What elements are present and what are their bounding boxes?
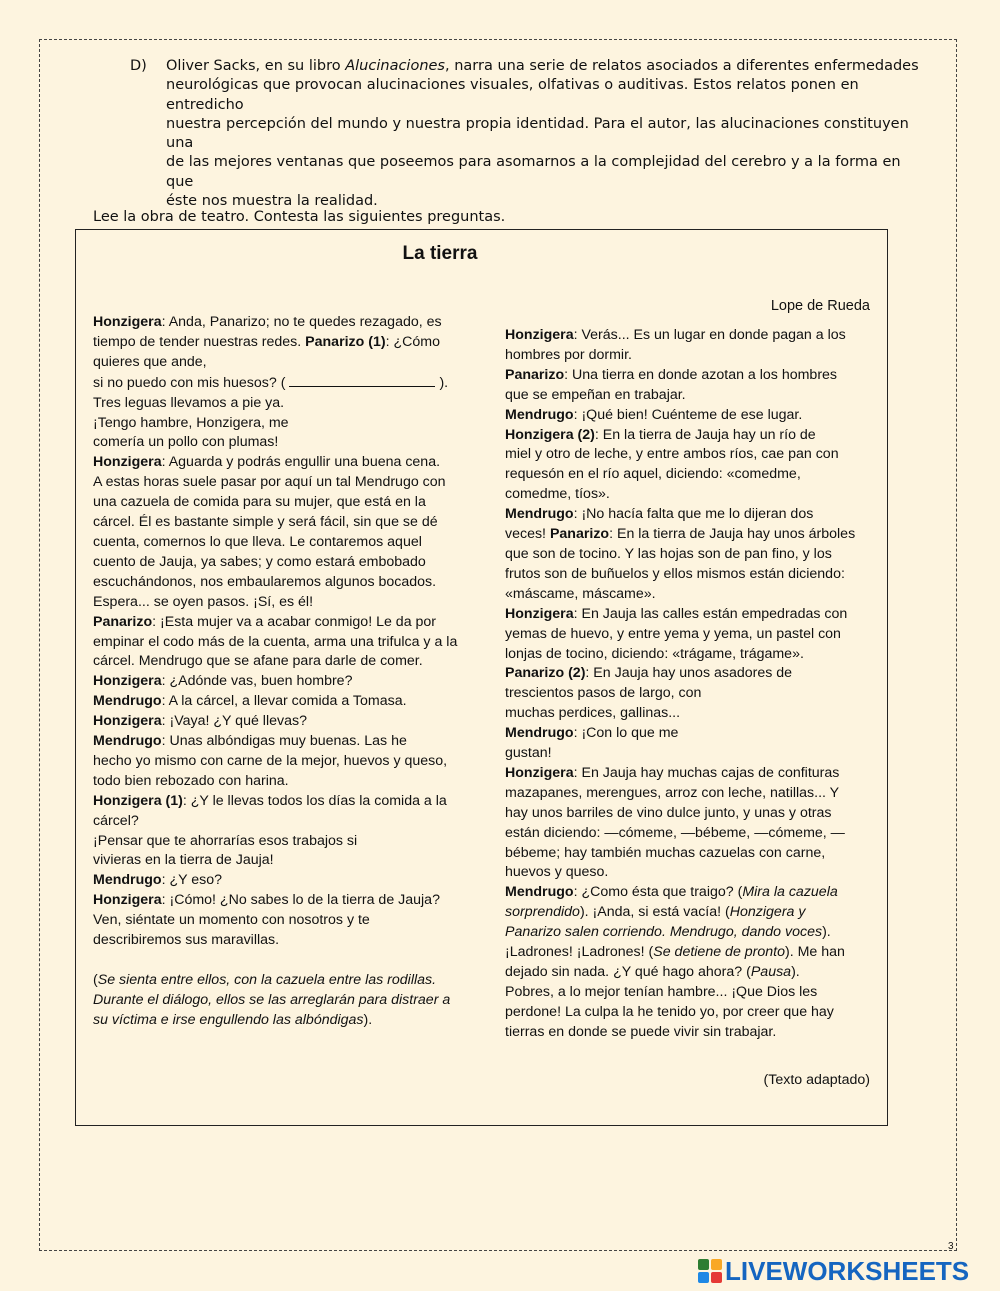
dialogue: mazapanes, merengues, arroz con leche, natillas... Y — [505, 784, 840, 801]
dialogue: describiremos sus maravillas. — [93, 932, 280, 949]
dialogue: gustan! — [505, 745, 552, 762]
speaker: Panarizo — [93, 613, 153, 630]
logo-text: LIVEWORKSHEETS — [725, 1255, 970, 1286]
dialogue: cárcel? — [93, 812, 139, 829]
speaker: Honzigera — [93, 892, 162, 909]
speaker: Honzigera (2) — [505, 426, 595, 443]
item-d-line: de las mejores ventanas que poseemos para asomarnos a la complejidad del cerebro y a la forma en que — [166, 154, 901, 190]
dialogue: ¡Pensar que te ahorrarías esos trabajos si — [93, 832, 358, 849]
dialogue: una cazuela de comida para su mujer, que está en la — [93, 494, 426, 511]
speaker: Honzigera — [93, 673, 162, 690]
dialogue: Tres leguas llevamos a pie ya. — [93, 394, 285, 411]
dialogue: requesón en el río aquel, diciendo: «comedme, — [505, 466, 801, 483]
item-d-text — [166, 57, 920, 211]
dialogue: vivieras en la tierra de Jauja! — [93, 852, 274, 869]
item-d-line: neurológicas que provocan alucinaciones visuales, olfativas o auditivas. Estos relatos ponen en entredicho — [166, 77, 859, 113]
dialogue: : En la tierra de Jauja hay un río de — [594, 426, 816, 443]
speaker: Panarizo — [549, 526, 610, 543]
dialogue: «máscame, máscame». — [505, 585, 656, 602]
stage-direction: Se detiene de pronto — [653, 944, 785, 961]
dialogue: ). Me han — [785, 944, 845, 961]
speaker: Mendrugo — [505, 884, 574, 901]
dialogue: : En Jauja las calles están empedradas con — [573, 605, 848, 622]
dialogue: ). — [439, 374, 449, 391]
speaker: Honzigera — [505, 764, 574, 781]
dialogue: cuenta, comernos lo que lleva. Le contaremos aquel — [93, 533, 422, 550]
dialogue: : Aguarda y podrás engullir una buena cena. — [161, 454, 441, 471]
dialogue: escuchándonos, nos embaularemos algunos bocados. — [93, 573, 437, 590]
dialogue: miel y otro de leche, y entre ambos ríos, cae pan con — [505, 446, 839, 463]
dialogue: todo bien rebozado con harina. — [93, 772, 289, 789]
speaker: Honzigera — [93, 454, 162, 471]
item-letter: D) — [130, 58, 147, 74]
page-number: 3 — [948, 1241, 954, 1252]
dialogue: empinar el codo más de la cuenta, arma una trifulca y a la — [93, 633, 458, 650]
dialogue: quieres que ande, — [93, 353, 207, 370]
dialogue: A estas horas suele pasar por aquí un tal Mendrugo con — [93, 474, 446, 491]
speaker: Panarizo (1) — [305, 333, 386, 350]
dialogue: : ¡No hacía falta que me lo dijeran dos — [573, 506, 814, 523]
play-author: Lope de Rueda — [770, 298, 870, 314]
dialogue: : Una tierra en donde azotan a los hombres — [564, 366, 838, 383]
dialogue: frutos son de buñuelos y ellos mismos están diciendo: — [505, 565, 845, 582]
item-d-line: éste nos muestra la realidad. — [166, 193, 378, 210]
dialogue: cárcel. Él es bastante simple y será fácil, sin que se dé — [93, 514, 438, 531]
speaker: Mendrugo — [93, 872, 162, 889]
dialogue: huevos y queso. — [505, 864, 609, 881]
dialogue: si no puedo con mis huesos? ( — [93, 374, 286, 391]
speaker: Mendrugo — [505, 506, 574, 523]
logo-tiles-icon — [698, 1259, 722, 1283]
stage-direction: Panarizo salen corriendo. Mendrugo, dando voces — [505, 924, 823, 941]
dialogue: hombres por dormir. — [505, 346, 632, 363]
book-title: Alucinaciones — [345, 58, 445, 74]
right-column — [505, 326, 870, 1043]
dialogue: están diciendo: —cómeme, —bébeme, —cómeme, — — [505, 824, 845, 841]
play-title: La tierra — [402, 243, 478, 264]
speaker: Honzigera — [93, 314, 162, 330]
speaker: Mendrugo — [505, 725, 574, 742]
dialogue: ¡Ladrones! ¡Ladrones! ( — [505, 944, 654, 961]
stage-direction: su víctima e irse engullendo las albóndigas — [93, 1011, 364, 1028]
liveworksheets-logo — [698, 1256, 969, 1286]
instruction: Lee la obra de teatro. Contesta las siguientes preguntas. — [93, 209, 506, 225]
source-note: (Texto adaptado) — [763, 1072, 870, 1088]
dialogue: : En Jauja hay muchas cajas de confituras — [573, 764, 840, 781]
dialogue: : ¡Vaya! ¿Y qué llevas? — [161, 713, 307, 730]
dialogue: ). ¡Anda, si está vacía! ( — [579, 904, 730, 921]
dialogue: bébeme; hay también muchas cazuelas con carne, — [505, 844, 826, 861]
dialogue: dejado sin nada. ¿Y qué hago ahora? ( — [505, 964, 751, 980]
dialogue: veces! — [505, 526, 550, 543]
dialogue: ). — [822, 924, 831, 941]
speaker: Honzigera — [505, 605, 574, 622]
stage-direction: Honzigera y — [729, 904, 806, 921]
stage-direction: Durante el diálogo, ellos se las arreglarán para distraer a — [93, 991, 451, 1008]
dialogue: muchas perdices, gallinas... — [505, 705, 681, 722]
dialogue: : ¡Con lo que me — [573, 725, 679, 742]
stage-direction: Mira la cazuela — [742, 884, 838, 901]
dialogue: Ven, siéntate un momento con nosotros y te — [93, 912, 370, 929]
speaker: Honzigera — [93, 713, 162, 730]
dialogue: cuento de Jauja, ya sabes; y como estará embobado — [93, 553, 426, 570]
stage-direction: sorprendido — [505, 904, 580, 921]
answer-blank[interactable] — [289, 373, 435, 387]
stage-direction: ( — [93, 971, 98, 988]
stage-direction: Pausa — [750, 964, 792, 980]
dialogue: : Verás... Es un lugar en donde pagan a los — [573, 327, 846, 343]
dialogue: : ¡Qué bien! Cuénteme de ese lugar. — [573, 406, 803, 423]
speaker: Honzigera (1) — [93, 792, 183, 809]
dialogue: : ¿Como ésta que traigo? ( — [573, 884, 743, 901]
dialogue: : ¿Y le llevas todos los días la comida a la — [182, 792, 447, 809]
dialogue: : ¿Cómo — [385, 333, 440, 350]
dialogue: lonjas de tocino, diciendo: «trágame, trágame». — [505, 645, 804, 662]
dialogue: Espera... se oyen pasos. ¡Sí, es él! — [93, 593, 314, 610]
dialogue: Pobres, a lo mejor tenían hambre... ¡Que Dios les — [505, 983, 818, 1000]
dialogue: : En Jauja hay unos asadores de — [585, 665, 793, 682]
stage-direction: ). — [363, 1011, 373, 1028]
item-d — [130, 57, 920, 211]
dialogue: tiempo de tender nuestras redes. — [93, 333, 306, 350]
dialogue: perdone! La culpa la he tenido yo, por creer que hay — [505, 1003, 834, 1020]
dialogue: comería un pollo con plumas! — [93, 434, 279, 451]
item-d-text-part: Oliver Sacks, en su libro — [166, 58, 346, 74]
stage-direction: Se sienta entre ellos, con la cazuela entre las rodillas. — [97, 971, 437, 988]
dialogue: hecho yo mismo con carne de la mejor, huevos y queso, — [93, 752, 448, 769]
left-column — [93, 313, 478, 1031]
item-d-text-part: , narra una serie de relatos asociados a diferentes enfermedades — [445, 58, 919, 74]
dialogue: que se empeñan en trabajar. — [505, 386, 686, 403]
dialogue: : Anda, Panarizo; no te quedes rezagado, es — [161, 314, 442, 330]
dialogue: tierras en donde se puede vivir sin trabajar. — [505, 1023, 777, 1040]
dialogue: : ¡Esta mujer va a acabar conmigo! Le da por — [152, 613, 437, 630]
speaker: Mendrugo — [505, 406, 574, 423]
dialogue: yemas de huevo, y entre yema y yema, un pastel con — [505, 625, 841, 642]
item-d-line: nuestra percepción del mundo y nuestra propia identidad. Para el autor, las alucinaciones constituyen una — [166, 115, 909, 152]
dialogue: cárcel. Mendrugo que se afane para darle de comer. — [93, 653, 423, 670]
dialogue: : ¿Adónde vas, buen hombre? — [161, 673, 353, 690]
dialogue: comedme, tíos». — [505, 486, 610, 503]
dialogue: trescientos pasos de largo, con — [505, 685, 702, 702]
speaker: Mendrugo — [93, 733, 162, 750]
dialogue: : ¡Cómo! ¿No sabes lo de la tierra de Jauja? — [161, 892, 440, 909]
dialogue: : En la tierra de Jauja hay unos árboles — [609, 526, 856, 543]
speaker: Panarizo — [505, 366, 565, 383]
dialogue: que son de tocino. Y las hojas son de pan fino, y los — [505, 545, 832, 562]
dialogue: : Unas albóndigas muy buenas. Las he — [161, 733, 407, 750]
dialogue: hay unos barriles de vino dulce junto, y unas y otras — [505, 804, 832, 821]
speaker: Mendrugo — [93, 693, 162, 710]
speaker: Panarizo (2) — [505, 665, 586, 682]
dialogue: ¡Tengo hambre, Honzigera, me — [93, 414, 289, 431]
dialogue: ). — [791, 964, 800, 980]
dialogue: : A la cárcel, a llevar comida a Tomasa. — [161, 693, 407, 710]
speaker: Honzigera — [505, 327, 574, 343]
dialogue: : ¿Y eso? — [161, 872, 223, 889]
